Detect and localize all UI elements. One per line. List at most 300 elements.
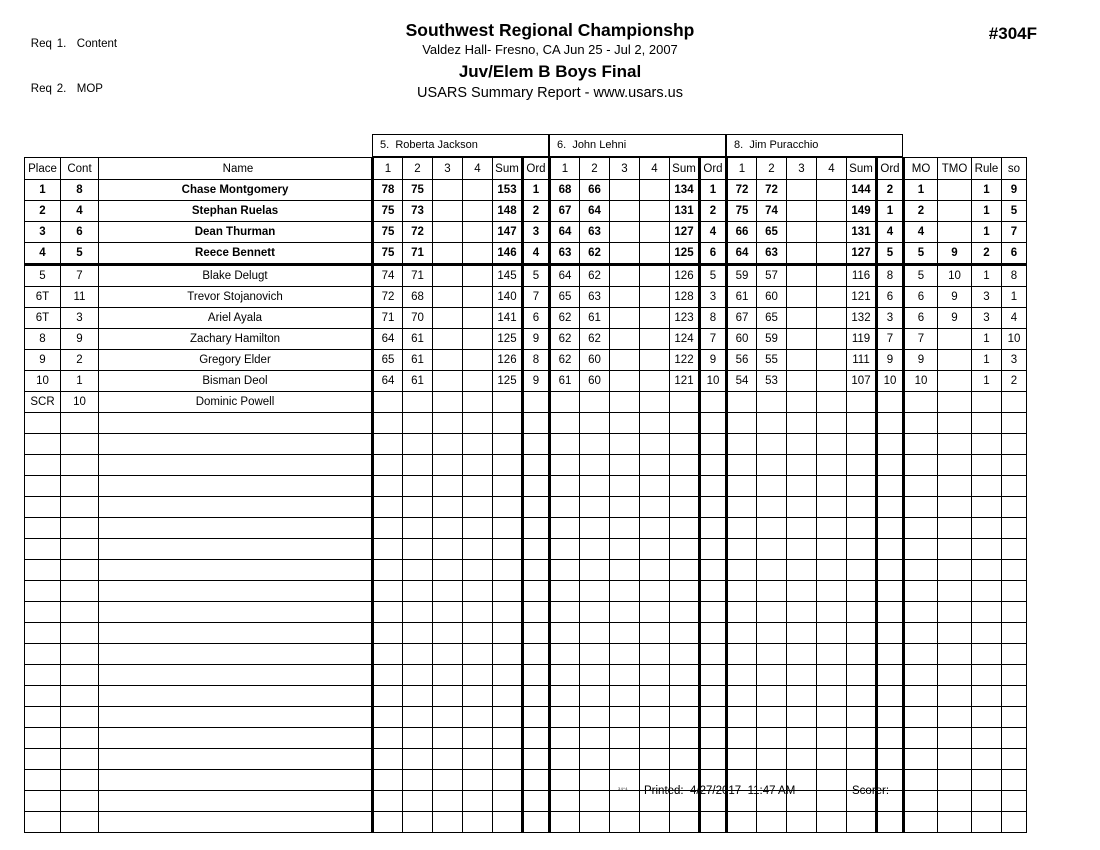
cell-empty [817, 476, 847, 497]
cell-so: 9 [1002, 180, 1027, 201]
cell-empty [787, 812, 817, 833]
table-row-empty[interactable] [25, 413, 1027, 434]
cell-empty [640, 581, 670, 602]
cell-empty [463, 812, 493, 833]
table-row[interactable] [25, 180, 1027, 201]
table-row[interactable] [25, 329, 1027, 350]
cell-judge2-sum: 127 [670, 222, 700, 243]
cell-empty [877, 434, 904, 455]
cell-name: Dean Thurman [99, 222, 373, 243]
table-row[interactable] [25, 392, 1027, 413]
cell-rule: 1 [972, 180, 1002, 201]
table-row[interactable] [25, 265, 1027, 287]
cell-judge2-mark2 [580, 392, 610, 413]
cell-empty [493, 497, 523, 518]
column-header-row [25, 158, 1027, 180]
cell-empty [670, 497, 700, 518]
cell-cont: 5 [61, 243, 99, 265]
cell-empty [403, 455, 433, 476]
cell-judge1-sum: 140 [493, 287, 523, 308]
cell-empty [904, 518, 938, 539]
cell-empty [580, 434, 610, 455]
cell-tmo: 9 [938, 243, 972, 265]
cell-judge3-sum: 127 [847, 243, 877, 265]
cell-empty [847, 539, 877, 560]
cell-judge3-mark4 [817, 287, 847, 308]
table-row[interactable] [25, 350, 1027, 371]
cell-empty [640, 476, 670, 497]
cell-empty [817, 539, 847, 560]
cell-empty [61, 434, 99, 455]
cell-empty [847, 518, 877, 539]
cell-empty [640, 413, 670, 434]
event-number: #304F [988, 24, 1037, 43]
cell-empty [757, 602, 787, 623]
cell-empty [727, 581, 757, 602]
cell-empty [550, 476, 580, 497]
cell-empty [847, 707, 877, 728]
table-row-empty[interactable] [25, 581, 1027, 602]
table-row-empty[interactable] [25, 602, 1027, 623]
cell-empty [463, 707, 493, 728]
cell-empty [640, 497, 670, 518]
cell-judge2-mark2: 61 [580, 308, 610, 329]
cell-empty [523, 560, 550, 581]
table-row[interactable] [25, 201, 1027, 222]
cell-empty [972, 455, 1002, 476]
cell-empty [373, 644, 403, 665]
cell-empty [403, 749, 433, 770]
cell-empty [640, 686, 670, 707]
column-header-judge2-mark4: 4 [640, 158, 670, 180]
cell-empty [463, 728, 493, 749]
cell-empty [972, 581, 1002, 602]
cell-mo: 4 [904, 222, 938, 243]
cell-empty [787, 623, 817, 644]
cell-empty [817, 749, 847, 770]
cell-judge1-mark2: 68 [403, 287, 433, 308]
cell-empty [523, 434, 550, 455]
cell-judge2-mark4 [640, 350, 670, 371]
cell-empty [433, 728, 463, 749]
cell-judge2-mark2: 63 [580, 287, 610, 308]
cell-empty [99, 686, 373, 707]
cell-empty [972, 539, 1002, 560]
cell-empty [61, 728, 99, 749]
cell-judge1-mark2: 61 [403, 371, 433, 392]
cell-empty [550, 665, 580, 686]
cell-empty [877, 623, 904, 644]
cell-judge3-ord: 3 [877, 308, 904, 329]
table-row-empty[interactable] [25, 707, 1027, 728]
cell-judge2-mark3 [610, 308, 640, 329]
cell-tmo [938, 222, 972, 243]
cell-empty [847, 581, 877, 602]
cell-judge2-ord: 4 [700, 222, 727, 243]
cell-judge2-mark4 [640, 371, 670, 392]
cell-empty [972, 413, 1002, 434]
cell-empty [787, 686, 817, 707]
column-header-judge1-ord: Ord [523, 158, 550, 180]
cell-cont: 2 [61, 350, 99, 371]
cell-judge2-mark3 [610, 287, 640, 308]
cell-empty [787, 476, 817, 497]
cell-judge3-mark4 [817, 265, 847, 287]
cell-empty [877, 707, 904, 728]
cell-empty [523, 413, 550, 434]
cell-empty [610, 749, 640, 770]
cell-empty [61, 581, 99, 602]
cell-judge1-sum: 145 [493, 265, 523, 287]
cell-empty [523, 812, 550, 833]
cell-place: SCR [25, 392, 61, 413]
cell-empty [700, 812, 727, 833]
cell-empty [938, 707, 972, 728]
cell-empty [433, 413, 463, 434]
table-row-empty[interactable] [25, 728, 1027, 749]
table-row-empty[interactable] [25, 455, 1027, 476]
table-row-empty[interactable] [25, 812, 1027, 833]
cell-empty [877, 413, 904, 434]
cell-empty [670, 581, 700, 602]
cell-empty [25, 686, 61, 707]
cell-judge3-sum [847, 392, 877, 413]
cell-judge3-mark1: 54 [727, 371, 757, 392]
table-row-empty[interactable] [25, 497, 1027, 518]
cell-empty [972, 728, 1002, 749]
cell-judge1-mark1: 75 [373, 201, 403, 222]
cell-judge1-mark2: 73 [403, 201, 433, 222]
cell-tmo: 10 [938, 265, 972, 287]
cell-empty [904, 644, 938, 665]
cell-empty [99, 434, 373, 455]
cell-judge1-mark1: 72 [373, 287, 403, 308]
cell-empty [25, 644, 61, 665]
cell-judge2-ord: 6 [700, 243, 727, 265]
cell-empty [670, 539, 700, 560]
cell-empty [938, 749, 972, 770]
cell-empty [373, 434, 403, 455]
cell-rule: 3 [972, 308, 1002, 329]
table-row[interactable] [25, 287, 1027, 308]
cell-empty [938, 434, 972, 455]
cell-judge3-sum: 132 [847, 308, 877, 329]
cell-empty [610, 539, 640, 560]
cell-name: Bisman Deol [99, 371, 373, 392]
cell-empty [1002, 707, 1027, 728]
results-table-body [25, 180, 1027, 833]
cell-empty [972, 434, 1002, 455]
cell-empty [580, 455, 610, 476]
cell-empty [787, 707, 817, 728]
table-row[interactable] [25, 371, 1027, 392]
cell-judge2-sum: 128 [670, 287, 700, 308]
cell-empty [610, 623, 640, 644]
cell-empty [700, 602, 727, 623]
cell-empty [817, 518, 847, 539]
cell-judge1-mark1: 78 [373, 180, 403, 201]
table-row[interactable] [25, 222, 1027, 243]
cell-judge1-mark3 [433, 371, 463, 392]
cell-place: 5 [25, 265, 61, 287]
cell-empty [610, 434, 640, 455]
cell-judge2-mark3 [610, 329, 640, 350]
cell-empty [972, 686, 1002, 707]
cell-place: 10 [25, 371, 61, 392]
cell-mo [904, 392, 938, 413]
cell-empty [700, 455, 727, 476]
cell-empty [847, 644, 877, 665]
cell-judge2-mark4 [640, 287, 670, 308]
cell-judge3-mark4 [817, 243, 847, 265]
cell-empty [99, 728, 373, 749]
cell-empty [493, 602, 523, 623]
cell-judge3-sum: 144 [847, 180, 877, 201]
cell-empty [700, 413, 727, 434]
cell-empty [938, 476, 972, 497]
cell-cont: 9 [61, 329, 99, 350]
cell-empty [403, 665, 433, 686]
cell-judge3-mark3 [787, 350, 817, 371]
cell-tmo: 9 [938, 308, 972, 329]
cell-empty [670, 623, 700, 644]
cell-judge1-mark4 [463, 392, 493, 413]
cell-judge3-mark2: 60 [757, 287, 787, 308]
cell-judge3-sum: 116 [847, 265, 877, 287]
cell-empty [1002, 539, 1027, 560]
cell-place: 6T [25, 287, 61, 308]
cell-empty [580, 560, 610, 581]
cell-empty [847, 413, 877, 434]
cell-empty [493, 749, 523, 770]
cell-empty [373, 707, 403, 728]
cell-empty [523, 686, 550, 707]
cell-empty [99, 413, 373, 434]
table-row-empty[interactable] [25, 560, 1027, 581]
column-header-place: Place [25, 158, 61, 180]
cell-empty [787, 665, 817, 686]
cell-empty [610, 413, 640, 434]
cell-cont: 10 [61, 392, 99, 413]
cell-empty [670, 476, 700, 497]
cell-empty [938, 581, 972, 602]
cell-empty [1002, 665, 1027, 686]
cell-mo: 9 [904, 350, 938, 371]
cell-judge2-mark1: 67 [550, 201, 580, 222]
cell-judge2-mark1: 63 [550, 243, 580, 265]
cell-empty [580, 413, 610, 434]
judge-box-2 [549, 134, 726, 157]
cell-empty [493, 455, 523, 476]
cell-judge1-mark1: 65 [373, 350, 403, 371]
cell-judge2-mark1: 62 [550, 350, 580, 371]
cell-judge2-ord: 9 [700, 350, 727, 371]
cell-empty [904, 497, 938, 518]
cell-empty [523, 749, 550, 770]
judge-name-2: John Lehni [572, 139, 627, 151]
cell-empty [373, 749, 403, 770]
cell-empty [757, 665, 787, 686]
cell-judge2-mark4 [640, 308, 670, 329]
cell-judge2-mark1: 68 [550, 180, 580, 201]
cell-judge1-ord: 2 [523, 201, 550, 222]
table-row[interactable] [25, 308, 1027, 329]
cell-empty [727, 539, 757, 560]
cell-empty [550, 497, 580, 518]
cell-empty [877, 476, 904, 497]
cell-judge2-ord: 8 [700, 308, 727, 329]
column-header-rule: Rule [972, 158, 1002, 180]
cell-judge1-ord: 6 [523, 308, 550, 329]
cell-empty [972, 560, 1002, 581]
requirement-text-1: Content [76, 38, 118, 50]
cell-empty [550, 581, 580, 602]
cell-name: Ariel Ayala [99, 308, 373, 329]
cell-judge2-mark4 [640, 329, 670, 350]
cell-judge1-mark2: 75 [403, 180, 433, 201]
cell-judge2-mark2: 60 [580, 350, 610, 371]
cell-empty [580, 665, 610, 686]
cell-empty [433, 434, 463, 455]
cell-empty [403, 707, 433, 728]
cell-empty [847, 749, 877, 770]
cell-empty [972, 476, 1002, 497]
cell-empty [580, 539, 610, 560]
cell-judge2-mark2: 62 [580, 243, 610, 265]
cell-empty [463, 581, 493, 602]
cell-empty [904, 665, 938, 686]
cell-so: 10 [1002, 329, 1027, 350]
cell-empty [904, 539, 938, 560]
cell-empty [700, 539, 727, 560]
cell-empty [700, 728, 727, 749]
cell-empty [493, 623, 523, 644]
cell-empty [640, 539, 670, 560]
cell-empty [580, 602, 610, 623]
table-row-empty[interactable] [25, 518, 1027, 539]
cell-empty [99, 707, 373, 728]
cell-empty [670, 686, 700, 707]
cell-empty [640, 455, 670, 476]
cell-empty [523, 497, 550, 518]
cell-empty [493, 686, 523, 707]
cell-cont: 7 [61, 265, 99, 287]
cell-judge3-mark1: 66 [727, 222, 757, 243]
cell-empty [904, 623, 938, 644]
cell-empty [700, 665, 727, 686]
cell-empty [99, 560, 373, 581]
cell-judge1-mark3 [433, 201, 463, 222]
cell-judge2-ord [700, 392, 727, 413]
cell-empty [877, 581, 904, 602]
cell-judge3-mark2: 74 [757, 201, 787, 222]
cell-judge3-sum: 111 [847, 350, 877, 371]
cell-judge1-ord: 8 [523, 350, 550, 371]
cell-judge1-mark4 [463, 180, 493, 201]
cell-empty [727, 686, 757, 707]
cell-judge2-mark1: 61 [550, 371, 580, 392]
cell-empty [1002, 686, 1027, 707]
cell-empty [640, 707, 670, 728]
cell-empty [373, 623, 403, 644]
cell-empty [493, 644, 523, 665]
cell-empty [373, 455, 403, 476]
cell-empty [877, 665, 904, 686]
table-row-empty[interactable] [25, 434, 1027, 455]
cell-rule: 1 [972, 329, 1002, 350]
cell-empty [700, 623, 727, 644]
cell-empty [550, 602, 580, 623]
cell-empty [523, 539, 550, 560]
cell-empty [61, 455, 99, 476]
cell-empty [817, 413, 847, 434]
table-row-empty[interactable] [25, 539, 1027, 560]
cell-empty [787, 602, 817, 623]
table-row-empty[interactable] [25, 623, 1027, 644]
table-row-empty[interactable] [25, 686, 1027, 707]
cell-empty [610, 602, 640, 623]
cell-empty [433, 623, 463, 644]
cell-empty [463, 434, 493, 455]
cell-empty [610, 707, 640, 728]
table-row-empty[interactable] [25, 476, 1027, 497]
cell-empty [670, 560, 700, 581]
table-row[interactable] [25, 243, 1027, 265]
cell-empty [640, 518, 670, 539]
cell-empty [580, 749, 610, 770]
cell-empty [25, 728, 61, 749]
cell-empty [757, 455, 787, 476]
cell-empty [787, 560, 817, 581]
cell-empty [847, 665, 877, 686]
cell-empty [523, 665, 550, 686]
cell-empty [938, 665, 972, 686]
requirement-number-1: 1. [56, 38, 67, 50]
report-header [0, 20, 1100, 104]
cell-place: 2 [25, 201, 61, 222]
cell-judge3-mark2: 53 [757, 371, 787, 392]
cell-empty [550, 686, 580, 707]
cell-empty [61, 812, 99, 833]
cell-empty [904, 728, 938, 749]
cell-judge1-mark3 [433, 329, 463, 350]
cell-empty [972, 812, 1002, 833]
cell-empty [757, 686, 787, 707]
cell-judge3-mark2: 65 [757, 222, 787, 243]
cell-empty [463, 518, 493, 539]
column-header-judge3-mark2: 2 [757, 158, 787, 180]
cell-judge2-mark4 [640, 392, 670, 413]
cell-empty [757, 497, 787, 518]
table-row-empty[interactable] [25, 749, 1027, 770]
cell-empty [99, 476, 373, 497]
cell-empty [523, 728, 550, 749]
table-row-empty[interactable] [25, 644, 1027, 665]
cell-empty [670, 812, 700, 833]
cell-judge3-mark4 [817, 392, 847, 413]
cell-empty [847, 455, 877, 476]
cell-empty [787, 518, 817, 539]
cell-tmo [938, 392, 972, 413]
cell-empty [787, 749, 817, 770]
cell-empty [1002, 581, 1027, 602]
table-row-empty[interactable] [25, 665, 1027, 686]
cell-empty [938, 455, 972, 476]
cell-name: Trevor Stojanovich [99, 287, 373, 308]
cell-empty [847, 434, 877, 455]
cell-judge2-mark2: 62 [580, 265, 610, 287]
cell-empty [61, 539, 99, 560]
